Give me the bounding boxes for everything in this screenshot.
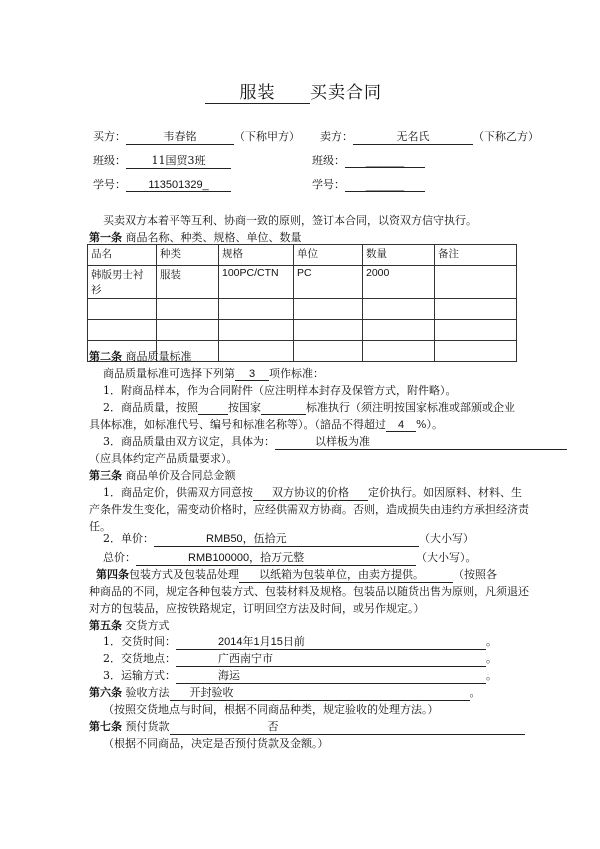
art3-l1	[103, 484, 522, 501]
header-cell: 品名	[88, 245, 157, 266]
art2-l4a: 具体标准，如标准代号、编号和标准名称等）。（諳品不得超过	[89, 418, 386, 431]
art2-l3b: 按国家	[228, 401, 261, 414]
art6-heading: 第六条	[89, 686, 122, 699]
art4-line	[96, 566, 497, 583]
unit-price-value: RMB50，伍拾元	[154, 530, 419, 547]
art6-end: 。	[469, 686, 481, 699]
table-cell: 2000	[363, 266, 435, 299]
table-cell	[294, 320, 363, 341]
header-cell: 种类	[157, 245, 219, 266]
table-cell	[294, 341, 363, 362]
id-value: 113501329_	[126, 179, 231, 192]
art2-l5	[103, 433, 567, 450]
delivery-time-end: 。	[486, 635, 497, 648]
class2-value: _______	[345, 154, 425, 168]
table-cell	[363, 320, 435, 341]
art6-text: 验收方法	[125, 686, 170, 699]
unit-price-line	[103, 530, 474, 547]
table-cell	[88, 320, 157, 341]
art3-l3: 任。	[89, 520, 111, 533]
document-title	[205, 78, 382, 104]
unit-price-label: 2．单价：	[103, 532, 154, 545]
table-cell	[294, 299, 363, 320]
total-price-line	[103, 549, 477, 566]
delivery-time-label: 1．交货时间：	[103, 635, 176, 648]
art2-l3-blank1	[198, 401, 228, 415]
art2-l4b: %）。	[416, 418, 443, 431]
art5-heading: 第五条	[89, 619, 122, 632]
delivery-place-end: 。	[486, 652, 497, 665]
art3-l1-value: 双方协议的价格	[253, 484, 368, 501]
table-cell: 服装	[157, 266, 219, 299]
art2-l4	[89, 416, 443, 432]
art2-l6: （应具体约定产品质量要求）。	[89, 452, 238, 465]
buyer-label: 买方：	[93, 130, 126, 143]
seller-value: 无名氏	[353, 128, 473, 145]
art2-l5a: 3．商品质量由双方议定，具体为：	[103, 435, 275, 448]
id2-label: 学号：	[312, 178, 345, 191]
id2-line	[312, 176, 425, 192]
table-row	[88, 299, 517, 320]
class2-line	[312, 152, 425, 168]
delivery-place-label: 2．交货地点：	[103, 652, 176, 665]
class-label: 班级：	[93, 154, 126, 167]
table-cell: PC	[294, 266, 363, 299]
class-line	[93, 152, 231, 169]
table-cell	[435, 341, 517, 362]
art3-l1b: 定价执行。如因原料、材料、生	[368, 486, 522, 499]
art4-l1a: 包装方式及包装品处理	[129, 568, 239, 581]
art2-l1	[103, 365, 324, 381]
delivery-place-value: 广西南宁市	[176, 650, 486, 667]
seller-label: 卖方：	[320, 130, 353, 143]
intro-text: 买卖双方本着平等互利、协商一致的原则，签订本合同，以资双方信守执行。	[103, 214, 477, 227]
table-cell	[363, 341, 435, 362]
unit-price-note: （大小写）	[419, 532, 474, 545]
title-rest: 买卖合同	[310, 83, 382, 103]
art7-heading: 第七条	[89, 720, 122, 733]
buyer-line	[93, 128, 300, 145]
table-cell: 100PC/CTN	[219, 266, 294, 299]
table-cell	[219, 320, 294, 341]
table-cell	[363, 299, 435, 320]
art5-line	[89, 617, 170, 633]
shipping-end: 。	[486, 669, 497, 682]
buyer-note: （下称甲方）	[234, 130, 300, 143]
table-cell	[157, 320, 219, 341]
title-blank: 服装	[205, 78, 310, 104]
art4-l2: 种商品的不同，规定各种包装方式、包装材料及规格。包装品以随货出售为原则，凡须退还	[89, 585, 529, 598]
shipping-line	[103, 667, 497, 684]
art4-heading: 第四条	[96, 568, 129, 581]
art7-line	[89, 718, 525, 735]
art1-text: 商品名称、种类、规格、单位、数量	[125, 231, 302, 244]
art2-l3c: 标准执行（须注明按国家标准或部颁或企业	[306, 401, 515, 414]
art7-value: 否	[170, 718, 525, 735]
art4-l1b: （按照各	[453, 568, 497, 581]
art2-l1a: 商品质量标准可选择下列第	[103, 367, 235, 380]
art2-line	[89, 348, 192, 364]
art6-note: （按照交货地点与时间，根据不同商品种类，规定验收的处理方法。）	[103, 703, 439, 716]
art3-l1a: 1．商品定价，供需双方同意按	[103, 486, 253, 499]
art2-heading: 第二条	[89, 350, 122, 363]
delivery-place-line	[103, 650, 497, 667]
art2-l3	[103, 399, 515, 415]
delivery-time-value: 2014年1月15日前	[176, 633, 486, 650]
art1-line	[89, 229, 302, 245]
art4-l1-value: 以纸箱为包装单位，由卖方提供。	[239, 566, 453, 583]
header-cell: 备注	[435, 245, 517, 266]
header-cell: 数量	[363, 245, 435, 266]
seller-line	[320, 128, 539, 145]
table-cell	[157, 299, 219, 320]
art7-text: 预付货款	[125, 720, 170, 733]
art2-text: 商品质量标准	[125, 350, 192, 363]
total-price-label: 总价：	[103, 551, 136, 564]
table-cell	[88, 299, 157, 320]
header-cell: 规格	[219, 245, 294, 266]
art5-text: 交货方式	[125, 619, 170, 632]
table-cell	[219, 341, 294, 362]
art3-line	[89, 467, 236, 483]
table-cell	[435, 320, 517, 341]
class-value: 11国贸3班	[126, 152, 231, 169]
art7-note: （根据不同商品，决定是否预付货款及金额。）	[103, 737, 329, 750]
art2-l5-value: 以样板为准	[275, 433, 567, 450]
art2-l3a: 2．商品质量，按照	[103, 401, 198, 414]
art6-line	[89, 684, 481, 701]
table-cell	[435, 299, 517, 320]
art2-l4-value: 4	[386, 419, 416, 432]
seller-note: （下称乙方）	[473, 130, 539, 143]
goods-table	[87, 244, 517, 362]
art1-heading: 第一条	[89, 231, 122, 244]
id-label: 学号：	[93, 178, 126, 191]
art6-value: 开封验收	[170, 684, 470, 701]
shipping-value: 海运	[176, 667, 486, 684]
buyer-value: 韦春铭	[126, 128, 234, 145]
class2-label: 班级：	[312, 154, 345, 167]
table-header-row	[88, 245, 517, 266]
header-cell: 单位	[294, 245, 363, 266]
total-price-note: （大小写）。	[416, 551, 477, 564]
total-price-value: RMB100000，拾万元整	[136, 549, 416, 566]
table-cell	[219, 299, 294, 320]
id-line	[93, 176, 231, 192]
art2-l1b: 项作标准：	[269, 367, 324, 380]
art3-heading: 第三条	[89, 469, 122, 482]
table-row	[88, 320, 517, 341]
art4-l3: 对方的包装品，应按铁路规定，订明回空方法及时间，或另作规定。）	[89, 602, 425, 615]
art3-text: 商品单价及合同总金额	[125, 469, 236, 482]
art2-l2: 1．附商品样本，作为合同附件（应注明样本封存及保管方式，附件略）。	[103, 384, 457, 397]
art2-l1-value: 3	[235, 368, 269, 381]
art2-l3-blank2	[261, 401, 306, 415]
table-row	[88, 266, 517, 299]
table-cell: 韩版男士衬衫	[88, 266, 157, 299]
delivery-time-line	[103, 633, 497, 650]
art3-l2: 产条件发生变化，需变动价格时，应经供需双方协商。否则，造成损失由违约方承担经济责	[89, 503, 529, 516]
shipping-label: 3．运输方式：	[103, 669, 176, 682]
table-cell	[435, 266, 517, 299]
id2-value: _______	[345, 178, 425, 192]
